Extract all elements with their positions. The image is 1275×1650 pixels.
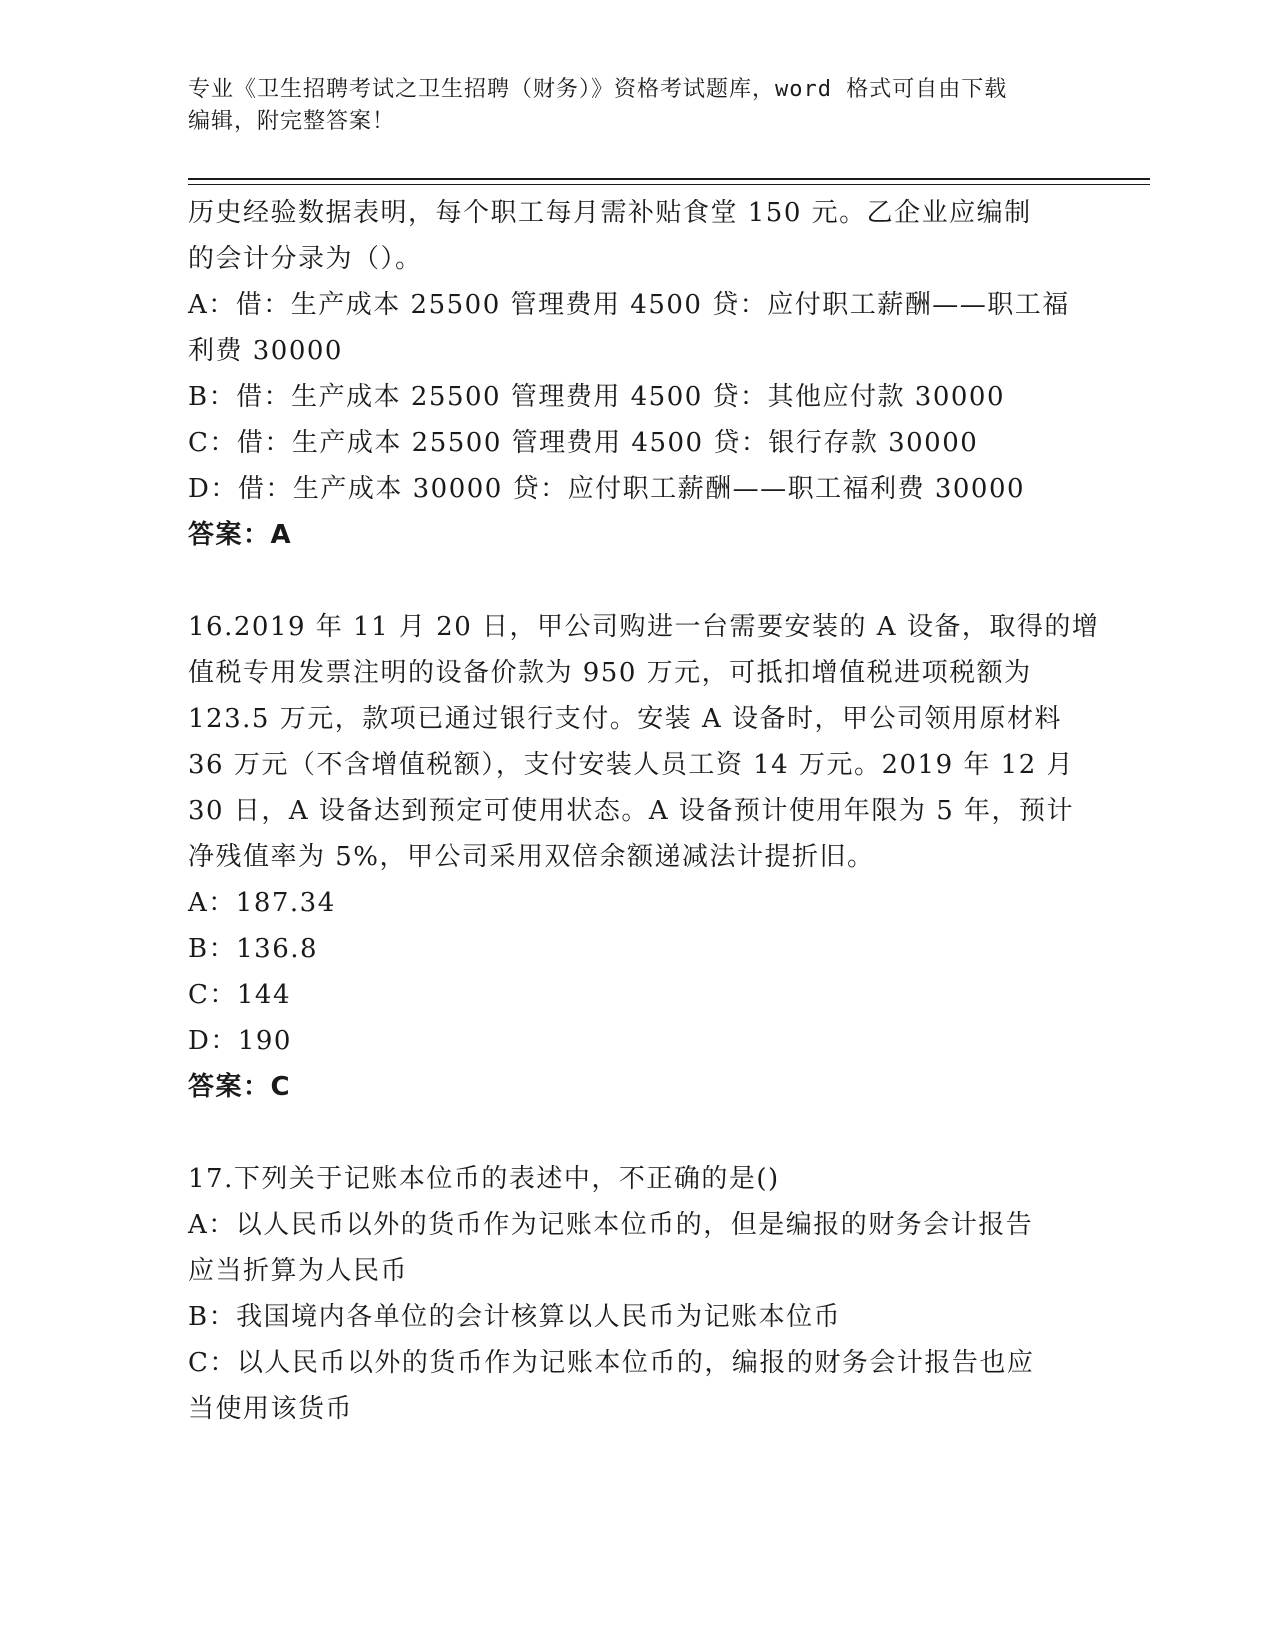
question-stem-line: 16.2019 年 11 月 20 日，甲公司购进一台需要安装的 A 设备，取得的增: [188, 612, 1100, 642]
option-a: A：以人民币以外的货币作为记账本位币的，但是编报的财务会计报告: [188, 1210, 1034, 1240]
option-c: C：144: [188, 980, 292, 1010]
question-stem-line: 历史经验数据表明，每个职工每月需补贴食堂 150 元。乙企业应编制: [188, 198, 1032, 228]
question-stem-line: 30 日，A 设备达到预定可使用状态。A 设备预计使用年限为 5 年，预计: [188, 796, 1075, 826]
header-line-2: 编辑，附完整答案！: [188, 109, 396, 134]
header-divider-thin: [188, 184, 1150, 185]
spacer: [188, 558, 1088, 604]
question-stem-line: 36 万元（不含增值税额），支付安装人员工资 14 万元。2019 年 12 月: [188, 750, 1075, 780]
question-15: [188, 190, 1088, 558]
option-c-continued: 当使用该货币: [188, 1394, 354, 1424]
question-17: [188, 1156, 1088, 1432]
question-stem-line: 净残值率为 5%，甲公司采用双倍余额递减法计提折旧。: [188, 842, 875, 872]
option-a: A：187.34: [188, 888, 336, 918]
answer: 答案：A: [188, 520, 293, 550]
answer: 答案：C: [188, 1072, 292, 1102]
option-a-continued: 应当折算为人民币: [188, 1256, 409, 1286]
spacer: [188, 1110, 1088, 1156]
question-stem-line: 123.5 万元，款项已通过银行支付。安装 A 设备时，甲公司领用原材料: [188, 704, 1063, 734]
document-header: [188, 74, 1088, 138]
question-stem-line: 值税专用发票注明的设备价款为 950 万元，可抵扣增值税进项税额为: [188, 658, 1032, 688]
option-b: B：136.8: [188, 934, 319, 964]
option-a-continued: 利费 30000: [188, 336, 343, 366]
option-c: C：借：生产成本 25500 管理费用 4500 贷：银行存款 30000: [188, 428, 979, 458]
header-line-1: 专业《卫生招聘考试之卫生招聘（财务）》资格考试题库，word 格式可自由下载: [188, 77, 1008, 102]
question-stem-line: 17.下列关于记账本位币的表述中，不正确的是(): [188, 1164, 780, 1194]
question-16: [188, 604, 1100, 1110]
option-a: A：借：生产成本 25500 管理费用 4500 贷：应付职工薪酬——职工福: [188, 290, 1070, 320]
option-c: C：以人民币以外的货币作为记账本位币的，编报的财务会计报告也应: [188, 1348, 1035, 1378]
option-d: D：借：生产成本 30000 贷：应付职工薪酬——职工福利费 30000: [188, 474, 1026, 504]
option-b: B：我国境内各单位的会计核算以人民币为记账本位币: [188, 1302, 842, 1332]
question-stem-line: 的会计分录为（）。: [188, 244, 423, 274]
header-divider-thick: [188, 178, 1150, 180]
option-b: B：借：生产成本 25500 管理费用 4500 贷：其他应付款 30000: [188, 382, 1006, 412]
document-body: [188, 190, 1100, 1432]
option-d: D：190: [188, 1026, 292, 1056]
